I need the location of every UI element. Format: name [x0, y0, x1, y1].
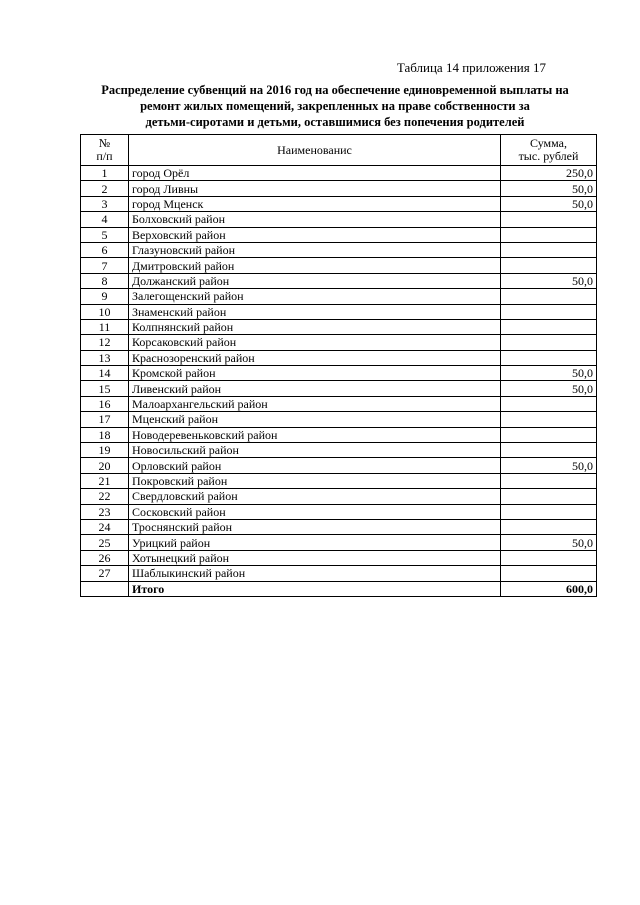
row-name: Малоархангельский район	[129, 396, 501, 411]
row-name: Должанский район	[129, 273, 501, 288]
annex-label: Таблица 14 приложения 17	[396, 60, 546, 75]
row-name: Залегощенский район	[129, 289, 501, 304]
total-sum: 600,0	[501, 581, 597, 596]
row-name: Троснянский район	[129, 519, 501, 534]
header-sum-line2: тыс. рублей	[518, 149, 579, 163]
table-body	[81, 166, 597, 597]
table-row	[81, 396, 597, 411]
row-number: 16	[81, 396, 129, 411]
row-number: 17	[81, 412, 129, 427]
table-row	[81, 319, 597, 334]
header-sum-line1: Сумма,	[530, 136, 567, 150]
row-name: Краснозоренский район	[129, 350, 501, 365]
table-header-row	[81, 135, 597, 166]
row-number: 6	[81, 242, 129, 257]
row-sum: 250,0	[501, 166, 597, 181]
table-row	[81, 350, 597, 365]
row-sum	[501, 258, 597, 273]
table-row	[81, 412, 597, 427]
table-row	[81, 443, 597, 458]
row-name: Новодеревеньковский район	[129, 427, 501, 442]
table-row	[81, 535, 597, 550]
row-name: город Орёл	[129, 166, 501, 181]
row-number: 23	[81, 504, 129, 519]
row-name: Сосковский район	[129, 504, 501, 519]
row-number: 12	[81, 335, 129, 350]
row-name: Колпнянский район	[129, 319, 501, 334]
header-sum	[501, 135, 597, 166]
row-name: Болховский район	[129, 212, 501, 227]
table-row	[81, 242, 597, 257]
row-sum: 50,0	[501, 458, 597, 473]
row-name: Корсаковский район	[129, 335, 501, 350]
table-row	[81, 258, 597, 273]
row-name: Шаблыкинский район	[129, 566, 501, 581]
row-number: 26	[81, 550, 129, 565]
row-sum	[501, 519, 597, 534]
row-name: Орловский район	[129, 458, 501, 473]
row-sum	[501, 550, 597, 565]
table-row	[81, 181, 597, 196]
row-name: Верховский район	[129, 227, 501, 242]
row-sum	[501, 242, 597, 257]
table-row	[81, 427, 597, 442]
row-number: 8	[81, 273, 129, 288]
row-number: 19	[81, 443, 129, 458]
table-row	[81, 381, 597, 396]
table-row	[81, 519, 597, 534]
row-name: Знаменский район	[129, 304, 501, 319]
row-number: 15	[81, 381, 129, 396]
row-number: 4	[81, 212, 129, 227]
row-sum: 50,0	[501, 535, 597, 550]
total-label: Итого	[129, 581, 501, 596]
row-number: 13	[81, 350, 129, 365]
row-number: 21	[81, 473, 129, 488]
row-name: Глазуновский район	[129, 242, 501, 257]
row-number: 11	[81, 319, 129, 334]
header-number-line1: №	[98, 136, 111, 150]
table-row	[81, 566, 597, 581]
row-number: 14	[81, 366, 129, 381]
row-name: Новосильский район	[129, 443, 501, 458]
row-number: 27	[81, 566, 129, 581]
table-row	[81, 504, 597, 519]
row-sum: 50,0	[501, 196, 597, 211]
row-number: 10	[81, 304, 129, 319]
row-sum	[501, 427, 597, 442]
table-row	[81, 196, 597, 211]
total-row	[81, 581, 597, 596]
row-number: 9	[81, 289, 129, 304]
row-number: 2	[81, 181, 129, 196]
row-sum	[501, 489, 597, 504]
table-row	[81, 458, 597, 473]
row-sum: 50,0	[501, 273, 597, 288]
row-number: 22	[81, 489, 129, 504]
header-number	[81, 135, 129, 166]
row-sum	[501, 319, 597, 334]
row-sum	[501, 412, 597, 427]
total-number	[81, 581, 129, 596]
table-row	[81, 489, 597, 504]
row-number: 20	[81, 458, 129, 473]
row-sum	[501, 289, 597, 304]
row-sum: 50,0	[501, 381, 597, 396]
row-sum	[501, 335, 597, 350]
row-sum	[501, 473, 597, 488]
row-sum	[501, 566, 597, 581]
row-sum	[501, 304, 597, 319]
row-number: 5	[81, 227, 129, 242]
table-row	[81, 212, 597, 227]
table-row	[81, 335, 597, 350]
table-row	[81, 227, 597, 242]
title-line: Распределение субвенций на 2016 год на обеспечение единовременной выплаты на	[101, 83, 569, 97]
row-sum: 50,0	[501, 366, 597, 381]
table-row	[81, 289, 597, 304]
row-number: 25	[81, 535, 129, 550]
row-name: город Ливны	[129, 181, 501, 196]
header-number-line2: п/п	[96, 149, 113, 163]
title-line: детьми-сиротами и детьми, оставшимися без попечения родителей	[145, 115, 525, 129]
row-sum	[501, 212, 597, 227]
subsidy-table	[80, 134, 597, 597]
row-name: Урицкий район	[129, 535, 501, 550]
row-number: 1	[81, 166, 129, 181]
row-sum	[501, 350, 597, 365]
table-row	[81, 166, 597, 181]
row-sum	[501, 504, 597, 519]
table-row	[81, 550, 597, 565]
row-number: 24	[81, 519, 129, 534]
row-sum	[501, 396, 597, 411]
row-name: Кромской район	[129, 366, 501, 381]
row-sum	[501, 227, 597, 242]
row-number: 18	[81, 427, 129, 442]
row-name: Мценский район	[129, 412, 501, 427]
document-title	[70, 82, 600, 130]
table-row	[81, 366, 597, 381]
table-row	[81, 473, 597, 488]
row-name: Хотынецкий район	[129, 550, 501, 565]
row-name: Покровский район	[129, 473, 501, 488]
header-name: Наименованис	[129, 135, 501, 166]
row-name: город Мценск	[129, 196, 501, 211]
title-line: ремонт жилых помещений, закрепленных на праве собственности за	[140, 99, 530, 113]
row-number: 7	[81, 258, 129, 273]
row-sum: 50,0	[501, 181, 597, 196]
row-name: Дмитровский район	[129, 258, 501, 273]
table-row	[81, 273, 597, 288]
table-row	[81, 304, 597, 319]
row-name: Свердловский район	[129, 489, 501, 504]
row-number: 3	[81, 196, 129, 211]
row-sum	[501, 443, 597, 458]
row-name: Ливенский район	[129, 381, 501, 396]
